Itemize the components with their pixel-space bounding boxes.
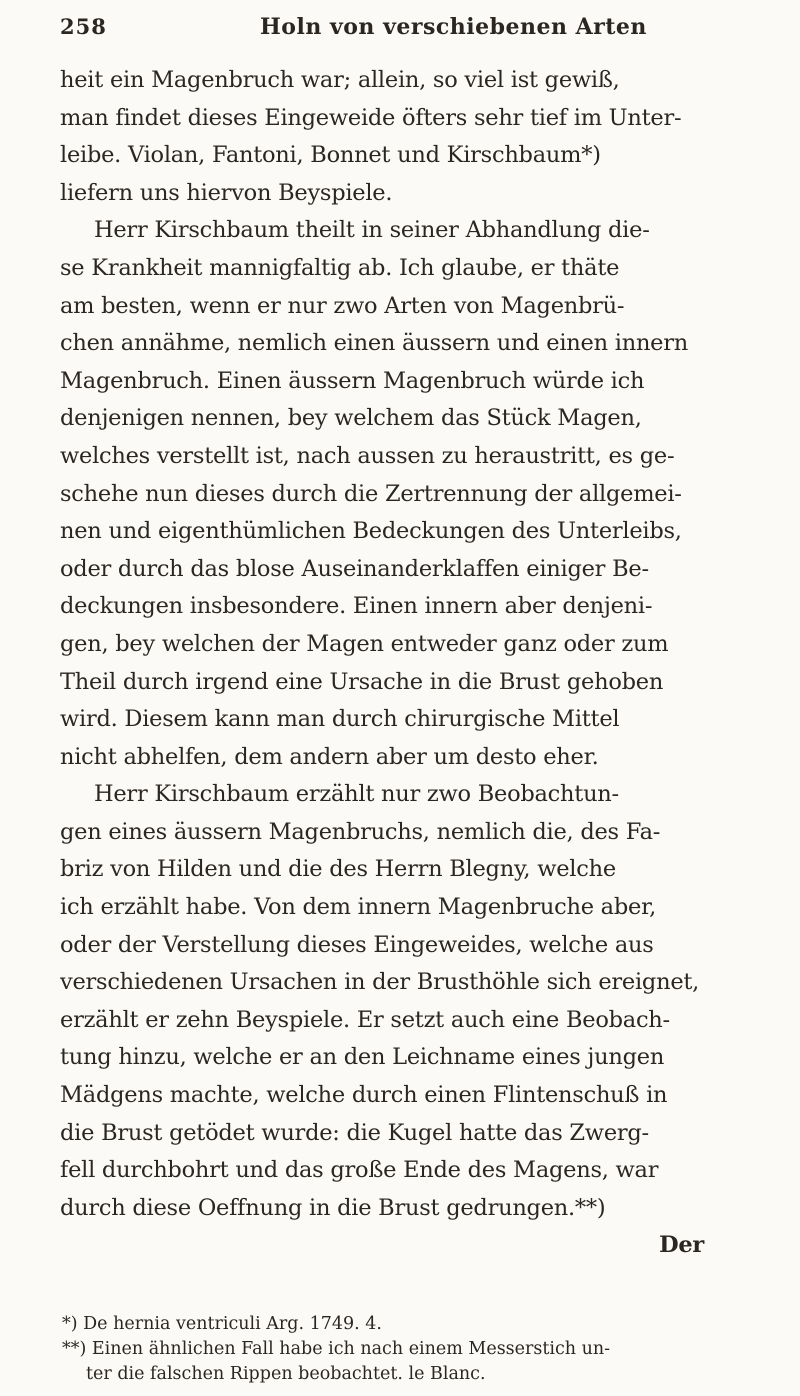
text-line: chen annähme, nemlich einen äussern und einen innern [60,330,688,357]
text-line: welches verstellt ist, nach aussen zu heraustritt, es ge- [60,442,675,469]
text-line: wird. Diesem kann man durch chirurgische Mittel [60,706,620,733]
text-line: denjenigen nennen, bey welchem das Stück Magen, [60,405,642,432]
text-line: am besten, wenn er nur zwo Arten von Magenbrü- [60,292,625,319]
text-line: oder durch das blose Auseinanderklaffen einiger Be- [60,555,649,582]
body-text [60,62,720,1265]
page-header [60,14,700,54]
text-line: schehe nun dieses durch die Zertrennung der allgemei- [60,480,682,507]
text-line: se Krankheit mannigfaltig ab. Ich glaube, er thäte [60,254,620,281]
text-line: deckungen insbesondere. Einen innern aber denjeni- [60,593,653,620]
text-line: leibe. Violan, Fantoni, Bonnet und Kirschbaum*) [60,142,601,169]
page-number: 258 [60,14,107,39]
footnotes [62,1312,722,1387]
text-line: nicht abhelfen, dem andern aber um desto eher. [60,743,599,770]
text-line: fell durchbohrt und das große Ende des Magens, war [60,1157,659,1184]
running-title: Holn von verschiebenen Arten [260,14,647,40]
text-line: gen eines äussern Magenbruchs, nemlich die, des Fa- [60,818,661,845]
text-line: liefern uns hiervon Beyspiele. [60,179,393,206]
text-line: Theil durch irgend eine Ursache in die Brust gehoben [60,668,664,695]
text-line: man findet dieses Eingeweide öfters sehr tief im Unter- [60,104,682,131]
text-line: briz von Hilden und die des Herrn Blegny, welche [60,856,616,883]
text-line: ich erzählt habe. Von dem innern Magenbruche aber, [60,894,656,921]
text-line: Mädgens machte, welche durch einen Flintenschuß in [60,1082,668,1109]
text-line: verschiedenen Ursachen in der Brusthöhle sich ereignet, [60,969,700,996]
text-line: heit ein Magenbruch war; allein, so viel ist gewiß, [60,67,620,93]
text-line: Herr Kirschbaum erzählt nur zwo Beobachtun- [94,781,619,808]
text-line: gen, bey welchen der Magen entweder ganz oder zum [60,630,669,657]
text-line: Magenbruch. Einen äussern Magenbruch würde ich [60,367,645,394]
text-line: die Brust getödet wurde: die Kugel hatte das Zwerg- [60,1119,649,1146]
text-line: tung hinzu, welche er an den Leichname eines jungen [60,1044,665,1071]
footnote-line: ter die falschen Rippen beobachtet. le Blanc. [86,1364,486,1384]
footnote-line: **) Einen ähnlichen Fall habe ich nach einem Messerstich un- [62,1339,611,1359]
catchword: Der [659,1232,704,1259]
text-line: oder der Verstellung dieses Eingeweides, welche aus [60,931,654,958]
text-line: erzählt er zehn Beyspiele. Er setzt auch eine Beobach- [60,1006,670,1033]
text-line: Herr Kirschbaum theilt in seiner Abhandlung die- [94,217,650,244]
text-line: nen und eigenthümlichen Bedeckungen des Unterleibs, [60,518,682,545]
footnote-line: *) De hernia ventriculi Arg. 1749. 4. [62,1314,382,1334]
text-line: durch diese Oeffnung in die Brust gedrungen.**) [60,1194,606,1221]
